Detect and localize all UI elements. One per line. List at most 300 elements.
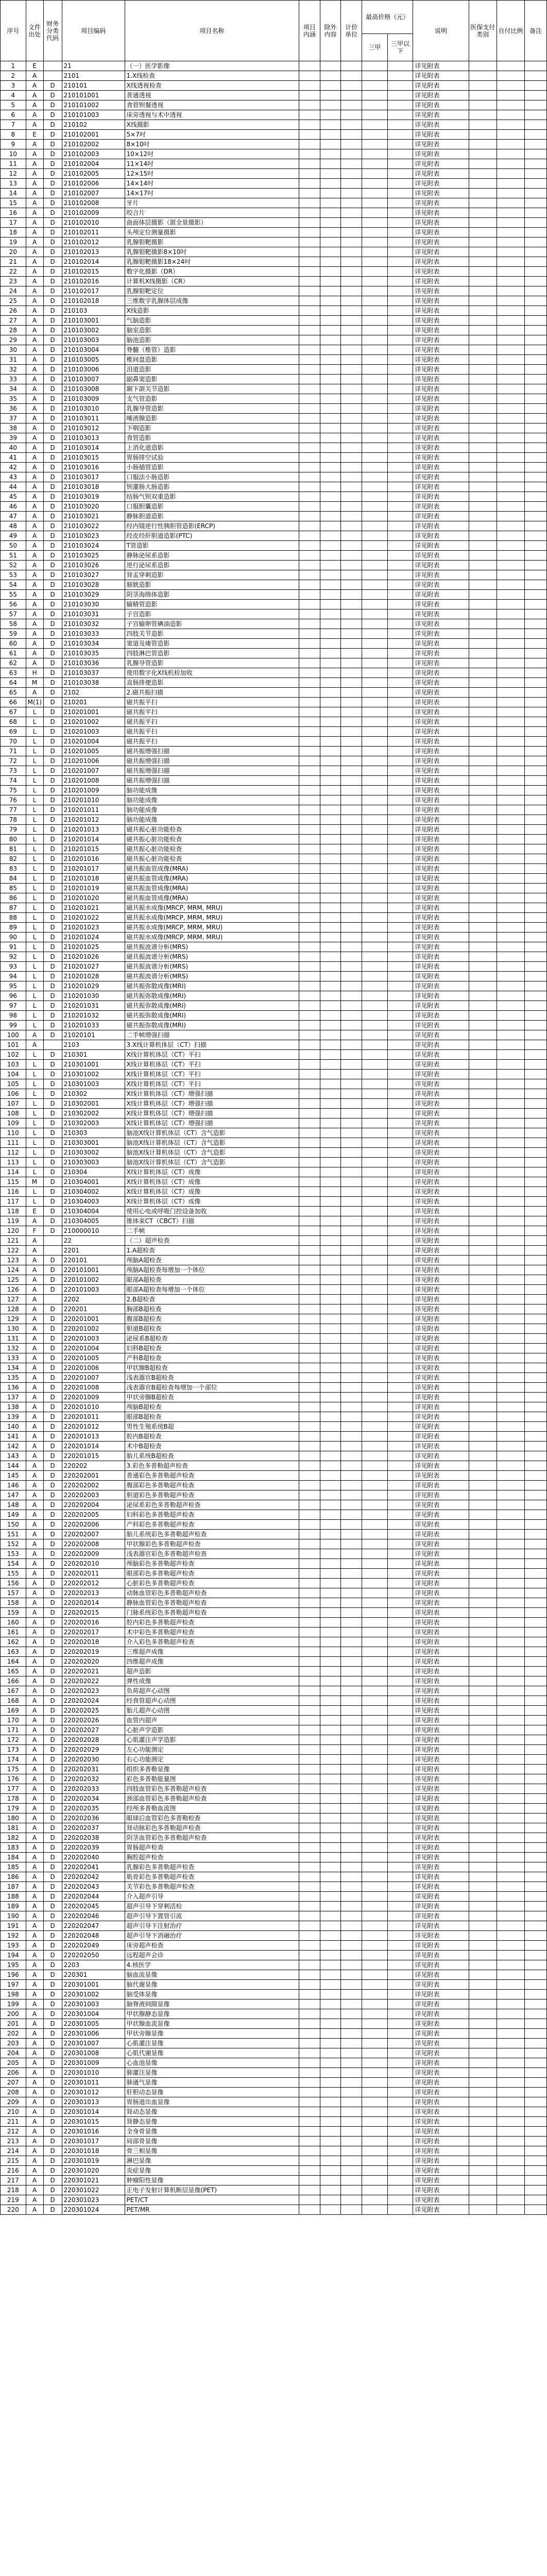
- cell-fin: D: [43, 1794, 62, 1804]
- cell-desc: 详见附表: [413, 2058, 469, 2068]
- cell-ins: [469, 1882, 497, 1892]
- cell-seq: 201: [1, 2019, 26, 2029]
- cell-note: [525, 1344, 547, 1353]
- cell-desc: 详见附表: [413, 1882, 469, 1892]
- cell-seq: 5: [1, 100, 26, 110]
- table-row: [1, 1647, 547, 1657]
- cell-ins: [469, 541, 497, 551]
- cell-exclude: [320, 61, 341, 71]
- cell-note: [525, 1011, 547, 1021]
- cell-self: [497, 257, 524, 267]
- cell-p2: [387, 472, 413, 482]
- cell-code: 210103010: [62, 404, 125, 414]
- cell-exclude: [320, 1432, 341, 1442]
- cell-desc: 详见附表: [413, 414, 469, 423]
- cell-name: 2.B超检查: [125, 1295, 299, 1304]
- cell-fin: D: [43, 2039, 62, 2048]
- cell-ins: [469, 1040, 497, 1050]
- table-row: [1, 1383, 547, 1393]
- cell-exclude: [320, 864, 341, 874]
- cell-seq: 161: [1, 1628, 26, 1637]
- cell-flag: A: [26, 531, 43, 541]
- cell-content: [299, 1040, 320, 1050]
- cell-content: [299, 727, 320, 737]
- table-row: [1, 698, 547, 707]
- cell-note: [525, 414, 547, 423]
- table-row: [1, 1422, 547, 1432]
- cell-name: 8×10吋: [125, 140, 299, 149]
- cell-flag: A: [26, 463, 43, 472]
- cell-self: [497, 1314, 524, 1324]
- cell-code: 210301002: [62, 1070, 125, 1079]
- cell-note: [525, 1598, 547, 1608]
- cell-p3: [362, 913, 388, 923]
- cell-content: [299, 1500, 320, 1510]
- cell-p3: [362, 1745, 388, 1755]
- cell-desc: 详见附表: [413, 2146, 469, 2156]
- cell-exclude: [320, 2127, 341, 2137]
- cell-code: 210201022: [62, 913, 125, 923]
- header-p2: 三甲以下: [387, 34, 413, 61]
- cell-self: [497, 1285, 524, 1295]
- cell-desc: 详见附表: [413, 1158, 469, 1167]
- cell-name: 下咽造影: [125, 423, 299, 433]
- cell-unit: [341, 1471, 362, 1481]
- cell-note: [525, 1236, 547, 1246]
- cell-unit: [341, 795, 362, 805]
- cell-flag: A: [26, 541, 43, 551]
- cell-flag: A: [26, 1432, 43, 1442]
- cell-p2: [387, 1510, 413, 1520]
- cell-name: 妇科B超检查: [125, 1344, 299, 1353]
- cell-unit: [341, 1128, 362, 1138]
- cell-ins: [469, 1373, 497, 1383]
- cell-p3: [362, 629, 388, 639]
- cell-ins: [469, 2137, 497, 2146]
- cell-note: [525, 2166, 547, 2176]
- cell-p2: [387, 2078, 413, 2088]
- cell-unit: [341, 355, 362, 365]
- cell-p2: [387, 1373, 413, 1383]
- cell-code: 210103007: [62, 375, 125, 384]
- cell-name: 磁共振血管成像(MRA): [125, 864, 299, 874]
- cell-seq: 47: [1, 512, 26, 521]
- cell-desc: 详见附表: [413, 1530, 469, 1539]
- table-row: [1, 884, 547, 893]
- cell-unit: [341, 1814, 362, 1823]
- cell-self: [497, 277, 524, 286]
- cell-desc: 详见附表: [413, 355, 469, 365]
- cell-p3: [362, 2088, 388, 2097]
- cell-desc: 详见附表: [413, 1814, 469, 1823]
- cell-ins: [469, 306, 497, 316]
- cell-name: 11×14吋: [125, 159, 299, 169]
- cell-flag: A: [26, 2146, 43, 2156]
- cell-p3: [362, 580, 388, 590]
- cell-ins: [469, 1686, 497, 1696]
- cell-unit: [341, 2009, 362, 2019]
- cell-code: 210103012: [62, 423, 125, 433]
- cell-fin: D: [43, 1118, 62, 1128]
- cell-unit: [341, 277, 362, 286]
- cell-p2: [387, 2039, 413, 2048]
- cell-unit: [341, 306, 362, 316]
- cell-p3: [362, 1667, 388, 1676]
- cell-ins: [469, 942, 497, 952]
- cell-unit: [341, 110, 362, 120]
- cell-flag: L: [26, 893, 43, 903]
- cell-seq: 27: [1, 316, 26, 326]
- cell-flag: A: [26, 1902, 43, 1911]
- cell-fin: [43, 1236, 62, 1246]
- cell-exclude: [320, 923, 341, 933]
- cell-desc: 详见附表: [413, 257, 469, 267]
- table-row: [1, 1030, 547, 1040]
- cell-p2: [387, 384, 413, 394]
- cell-flag: L: [26, 825, 43, 835]
- cell-code: 210201023: [62, 923, 125, 933]
- cell-name: 磁共振弥散成像(MRI): [125, 1011, 299, 1021]
- cell-code: 210304: [62, 1167, 125, 1177]
- cell-ins: [469, 100, 497, 110]
- cell-fin: D: [43, 737, 62, 747]
- cell-fin: D: [43, 981, 62, 991]
- cell-p2: [387, 1843, 413, 1853]
- cell-unit: [341, 1872, 362, 1882]
- cell-note: [525, 169, 547, 179]
- cell-fin: D: [43, 1471, 62, 1481]
- cell-p3: [362, 169, 388, 179]
- cell-p3: [362, 1735, 388, 1745]
- cell-fin: D: [43, 453, 62, 463]
- cell-name: X线计算机体层（CT）增强扫描: [125, 1109, 299, 1118]
- cell-p3: [362, 286, 388, 296]
- cell-fin: D: [43, 688, 62, 698]
- cell-exclude: [320, 1510, 341, 1520]
- cell-fin: D: [43, 874, 62, 884]
- cell-seq: 1: [1, 61, 26, 71]
- cell-p2: [387, 835, 413, 844]
- cell-note: [525, 1990, 547, 1999]
- cell-p2: [387, 913, 413, 923]
- cell-exclude: [320, 286, 341, 296]
- cell-name: 静脉胆道造影: [125, 512, 299, 521]
- cell-p3: [362, 1765, 388, 1774]
- table-row: [1, 159, 547, 169]
- cell-note: [525, 1579, 547, 1588]
- cell-content: [299, 1363, 320, 1373]
- cell-name: 肺通气显像: [125, 2078, 299, 2088]
- cell-self: [497, 1021, 524, 1030]
- cell-unit: [341, 962, 362, 972]
- cell-flag: A: [26, 1510, 43, 1520]
- cell-self: [497, 1804, 524, 1814]
- cell-exclude: [320, 384, 341, 394]
- cell-note: [525, 981, 547, 991]
- cell-seq: 198: [1, 1990, 26, 1999]
- cell-unit: [341, 1951, 362, 1960]
- cell-ins: [469, 2019, 497, 2029]
- cell-code: 210201013: [62, 825, 125, 835]
- cell-ins: [469, 2029, 497, 2039]
- cell-p3: [362, 384, 388, 394]
- header-fin: 财务分类代码: [43, 1, 62, 61]
- cell-content: [299, 1344, 320, 1353]
- cell-ins: [469, 1148, 497, 1158]
- cell-ins: [469, 570, 497, 580]
- cell-note: [525, 629, 547, 639]
- cell-p2: [387, 1490, 413, 1500]
- cell-desc: 详见附表: [413, 1353, 469, 1363]
- cell-note: [525, 1363, 547, 1373]
- cell-content: [299, 1735, 320, 1745]
- cell-ins: [469, 600, 497, 609]
- cell-ins: [469, 2146, 497, 2156]
- cell-seq: 96: [1, 991, 26, 1001]
- cell-self: [497, 815, 524, 825]
- cell-flag: A: [26, 1461, 43, 1471]
- cell-p3: [362, 2078, 388, 2088]
- cell-content: [299, 981, 320, 991]
- cell-seq: 76: [1, 795, 26, 805]
- table-row: [1, 1814, 547, 1823]
- cell-seq: 103: [1, 1060, 26, 1070]
- cell-desc: 详见附表: [413, 521, 469, 531]
- cell-desc: 详见附表: [413, 913, 469, 923]
- cell-fin: D: [43, 2078, 62, 2088]
- cell-unit: [341, 1696, 362, 1706]
- cell-name: 四肢淋巴管造影: [125, 649, 299, 658]
- cell-self: [497, 1569, 524, 1579]
- cell-exclude: [320, 981, 341, 991]
- cell-desc: 详见附表: [413, 629, 469, 639]
- cell-seq: 12: [1, 169, 26, 179]
- cell-ins: [469, 874, 497, 884]
- cell-code: 210301001: [62, 1060, 125, 1070]
- cell-note: [525, 825, 547, 835]
- cell-note: [525, 1412, 547, 1422]
- cell-ins: [469, 972, 497, 981]
- cell-content: [299, 1021, 320, 1030]
- cell-desc: 详见附表: [413, 1001, 469, 1011]
- cell-flag: A: [26, 140, 43, 149]
- cell-flag: A: [26, 1725, 43, 1735]
- cell-exclude: [320, 541, 341, 551]
- cell-unit: [341, 1109, 362, 1118]
- cell-ins: [469, 1539, 497, 1549]
- cell-note: [525, 1921, 547, 1931]
- cell-seq: 59: [1, 629, 26, 639]
- table-row: [1, 619, 547, 629]
- cell-flag: A: [26, 453, 43, 463]
- cell-self: [497, 140, 524, 149]
- cell-flag: A: [26, 649, 43, 658]
- cell-content: [299, 1520, 320, 1530]
- cell-p2: [387, 2097, 413, 2107]
- cell-content: [299, 1295, 320, 1304]
- cell-note: [525, 2058, 547, 2068]
- cell-p3: [362, 2176, 388, 2185]
- cell-note: [525, 1353, 547, 1363]
- cell-ins: [469, 2117, 497, 2127]
- cell-name: 肺灌注显像: [125, 2068, 299, 2078]
- cell-seq: 183: [1, 1843, 26, 1853]
- cell-note: [525, 502, 547, 512]
- cell-p3: [362, 1353, 388, 1363]
- cell-p3: [362, 1716, 388, 1725]
- table-row: [1, 1667, 547, 1676]
- cell-p2: [387, 1148, 413, 1158]
- cell-exclude: [320, 1990, 341, 1999]
- table-row: [1, 2117, 547, 2127]
- cell-flag: A: [26, 600, 43, 609]
- cell-name: 磁共振弥散成像(MRI): [125, 1021, 299, 1030]
- cell-p3: [362, 756, 388, 766]
- cell-self: [497, 1422, 524, 1432]
- cell-desc: 详见附表: [413, 1177, 469, 1187]
- cell-note: [525, 1158, 547, 1167]
- cell-fin: D: [43, 1344, 62, 1353]
- cell-fin: D: [43, 2009, 62, 2019]
- cell-code: 220202005: [62, 1510, 125, 1520]
- cell-content: [299, 423, 320, 433]
- cell-p2: [387, 1393, 413, 1402]
- cell-name: 使用心电或呼吸门控设备加收: [125, 1207, 299, 1216]
- cell-ins: [469, 795, 497, 805]
- cell-ins: [469, 2048, 497, 2058]
- cell-p2: [387, 453, 413, 463]
- cell-desc: 详见附表: [413, 1285, 469, 1295]
- cell-p3: [362, 306, 388, 316]
- cell-code: 220202036: [62, 1814, 125, 1823]
- table-row: [1, 2078, 547, 2088]
- cell-ins: [469, 1843, 497, 1853]
- cell-note: [525, 1823, 547, 1833]
- cell-note: [525, 1637, 547, 1647]
- table-row: [1, 1393, 547, 1402]
- cell-seq: 48: [1, 521, 26, 531]
- cell-p3: [362, 1011, 388, 1021]
- cell-desc: 详见附表: [413, 541, 469, 551]
- cell-p2: [387, 443, 413, 453]
- cell-self: [497, 2137, 524, 2146]
- cell-note: [525, 2048, 547, 2058]
- table-row: [1, 2137, 547, 2146]
- cell-note: [525, 1657, 547, 1667]
- cell-p2: [387, 1216, 413, 1226]
- cell-self: [497, 844, 524, 854]
- cell-desc: 详见附表: [413, 1226, 469, 1236]
- cell-seq: 216: [1, 2166, 26, 2176]
- cell-desc: 详见附表: [413, 169, 469, 179]
- cell-fin: D: [43, 541, 62, 551]
- cell-note: [525, 864, 547, 874]
- cell-name: 磁共振血管成像(MRA): [125, 884, 299, 893]
- cell-self: [497, 1070, 524, 1079]
- cell-code: 210302002: [62, 1109, 125, 1118]
- cell-content: [299, 1931, 320, 1941]
- cell-seq: 54: [1, 580, 26, 590]
- cell-name: 子宫输卵管碘油造影: [125, 619, 299, 629]
- table-row: [1, 1882, 547, 1892]
- cell-note: [525, 1001, 547, 1011]
- cell-code: 220202010: [62, 1559, 125, 1569]
- cell-code: 210303002: [62, 1148, 125, 1158]
- cell-fin: D: [43, 884, 62, 893]
- cell-unit: [341, 1079, 362, 1089]
- cell-p3: [362, 1696, 388, 1706]
- cell-ins: [469, 1118, 497, 1128]
- cell-note: [525, 120, 547, 130]
- cell-seq: 187: [1, 1882, 26, 1892]
- cell-exclude: [320, 2166, 341, 2176]
- cell-exclude: [320, 2195, 341, 2205]
- cell-seq: 94: [1, 972, 26, 981]
- cell-code: 220301010: [62, 2068, 125, 2078]
- table-row: [1, 1197, 547, 1207]
- cell-code: 210103009: [62, 394, 125, 404]
- cell-desc: 详见附表: [413, 707, 469, 717]
- cell-exclude: [320, 169, 341, 179]
- cell-name: 磁共振心脏功能检查: [125, 825, 299, 835]
- cell-seq: 163: [1, 1647, 26, 1657]
- cell-unit: [341, 1647, 362, 1657]
- cell-fin: D: [43, 795, 62, 805]
- table-row: [1, 991, 547, 1001]
- cell-code: 220202050: [62, 1951, 125, 1960]
- cell-note: [525, 306, 547, 316]
- cell-ins: [469, 1725, 497, 1735]
- cell-ins: [469, 776, 497, 786]
- cell-p2: [387, 521, 413, 531]
- cell-p3: [362, 375, 388, 384]
- cell-self: [497, 717, 524, 727]
- cell-seq: 150: [1, 1520, 26, 1530]
- cell-self: [497, 100, 524, 110]
- cell-name: 超声造影: [125, 1667, 299, 1676]
- cell-p3: [362, 952, 388, 962]
- cell-code: 210201026: [62, 952, 125, 962]
- cell-self: [497, 1608, 524, 1618]
- cell-exclude: [320, 1344, 341, 1353]
- cell-flag: L: [26, 991, 43, 1001]
- cell-code: 220201010: [62, 1402, 125, 1412]
- cell-ins: [469, 727, 497, 737]
- cell-ins: [469, 404, 497, 414]
- cell-self: [497, 991, 524, 1001]
- cell-p3: [362, 91, 388, 100]
- cell-unit: [341, 531, 362, 541]
- cell-seq: 20: [1, 247, 26, 257]
- cell-exclude: [320, 1520, 341, 1530]
- cell-unit: [341, 1637, 362, 1647]
- cell-flag: A: [26, 247, 43, 257]
- cell-ins: [469, 1510, 497, 1520]
- cell-exclude: [320, 414, 341, 423]
- cell-flag: A: [26, 1569, 43, 1579]
- cell-self: [497, 1980, 524, 1990]
- table-row: [1, 668, 547, 678]
- cell-ins: [469, 1265, 497, 1275]
- cell-self: [497, 404, 524, 414]
- cell-ins: [469, 1177, 497, 1187]
- cell-p2: [387, 189, 413, 198]
- table-row: [1, 981, 547, 991]
- cell-self: [497, 1882, 524, 1892]
- cell-self: [497, 1500, 524, 1510]
- cell-code: 220201009: [62, 1393, 125, 1402]
- cell-name: 胃肠道出血显像: [125, 2097, 299, 2107]
